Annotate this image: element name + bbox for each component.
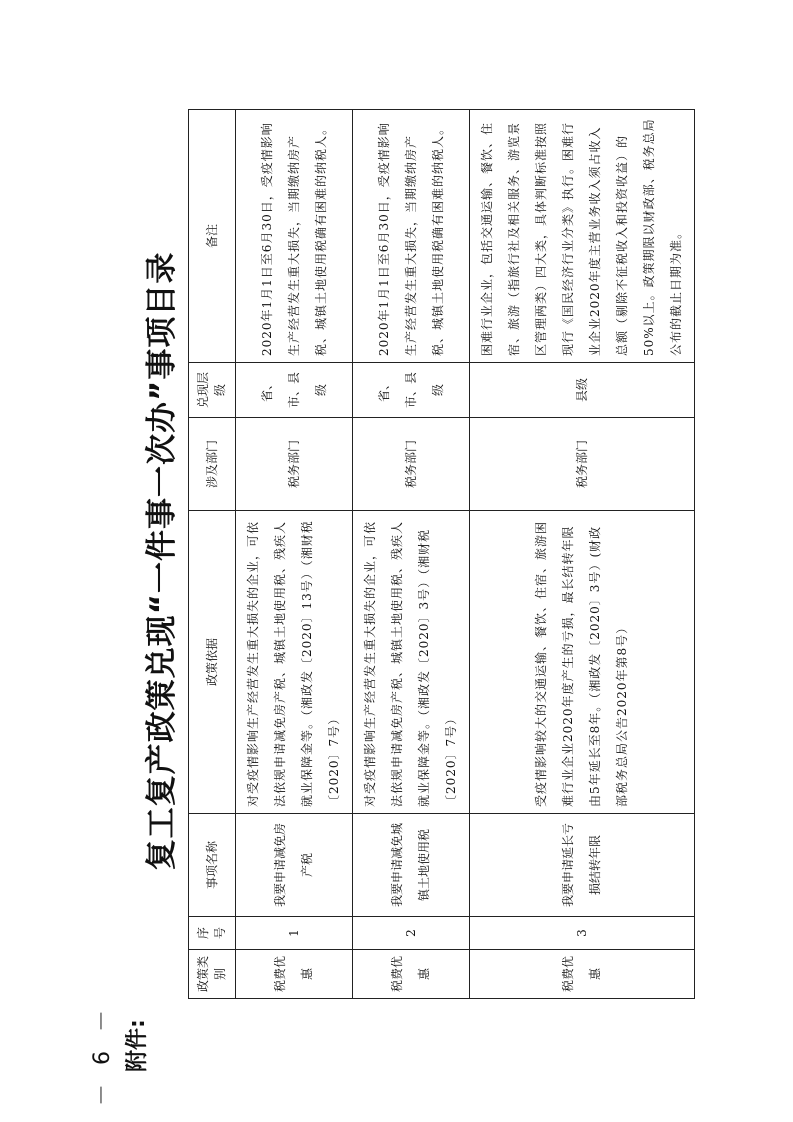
header-category: 政策类别 [189, 950, 236, 999]
row-number: 1 [236, 917, 353, 950]
header-number: 序号 [189, 917, 236, 950]
table-row [236, 110, 353, 999]
page-title: 复工复产政策兑现“一件事一次办”事项目录 [144, 251, 180, 871]
row-policy-basis: 受疫情影响较大的交通运输、餐饮、住宿、旅游困难行业企业2020年度产生的亏损，最长结转年限由5年延长至8年。（湘政发〔2020〕3号）(财政部税务总局公告2020年第8号） [470, 511, 695, 814]
table-header-row [189, 110, 236, 999]
row-remarks: 困难行业企业，包括交通运输、餐饮、住宿、旅游（指旅行社及相关服务、游览景区管理两类）四大类，具体判断标准按照现行《国民经济行业分类》执行。困难行业企业2020年度主营业务收入须占收入总额（剔除不征税收入和投资收益）的50%以上。政策期限以财政部、税务总局公布的截止日期为准。 [470, 110, 695, 363]
row-number: 3 [470, 917, 695, 950]
header-item-name: 事项名称 [189, 814, 236, 917]
row-category: 税费优惠 [470, 950, 695, 999]
row-remarks: 2020年1月1日至6月30日，受疫情影响生产经营发生重大损失，当期缴纳房产税、城镇土地使用税确有困难的纳税人。 [353, 110, 470, 363]
row-category: 税费优惠 [353, 950, 470, 999]
row-level: 省、市、县级 [236, 363, 353, 418]
page-number: － 6 － [90, 1004, 115, 1106]
row-item-name: 我要申请减免城镇土地使用税 [353, 814, 470, 917]
header-policy-basis: 政策依据 [189, 511, 236, 814]
row-remarks: 2020年1月1日至6月30日，受疫情影响生产经营发生重大损失，当期缴纳房产税、城镇土地使用税确有困难的纳税人。 [236, 110, 353, 363]
header-department: 涉及部门 [189, 418, 236, 511]
row-level: 省、市、县级 [353, 363, 470, 418]
header-remarks: 备注 [189, 110, 236, 363]
attachment-label: 附件: [125, 1019, 150, 1072]
row-level: 县级 [470, 363, 695, 418]
row-item-name: 我要申请延长亏损结转年限 [470, 814, 695, 917]
table-row [470, 110, 695, 999]
row-category: 税费优惠 [236, 950, 353, 999]
row-policy-basis: 对受疫情影响生产经营发生重大损失的企业，可依法依规申请减免房产税、城镇土地使用税、残疾人就业保障金等。（湘政发〔2020〕13号）（湘财税〔2020〕7号） [236, 511, 353, 814]
row-department: 税务部门 [470, 418, 695, 511]
table-row [353, 110, 470, 999]
row-policy-basis: 对受疫情影响生产经营发生重大损失的企业，可依法依规申请减免房产税、城镇土地使用税、残疾人就业保障金等。（湘政发〔2020〕3号）（湘财税〔2020〕7号） [353, 511, 470, 814]
row-number: 2 [353, 917, 470, 950]
policy-table [188, 109, 695, 999]
header-level: 兑现层级 [189, 363, 236, 418]
row-department: 税务部门 [236, 418, 353, 511]
row-item-name: 我要申请减免房产税 [236, 814, 353, 917]
row-department: 税务部门 [353, 418, 470, 511]
